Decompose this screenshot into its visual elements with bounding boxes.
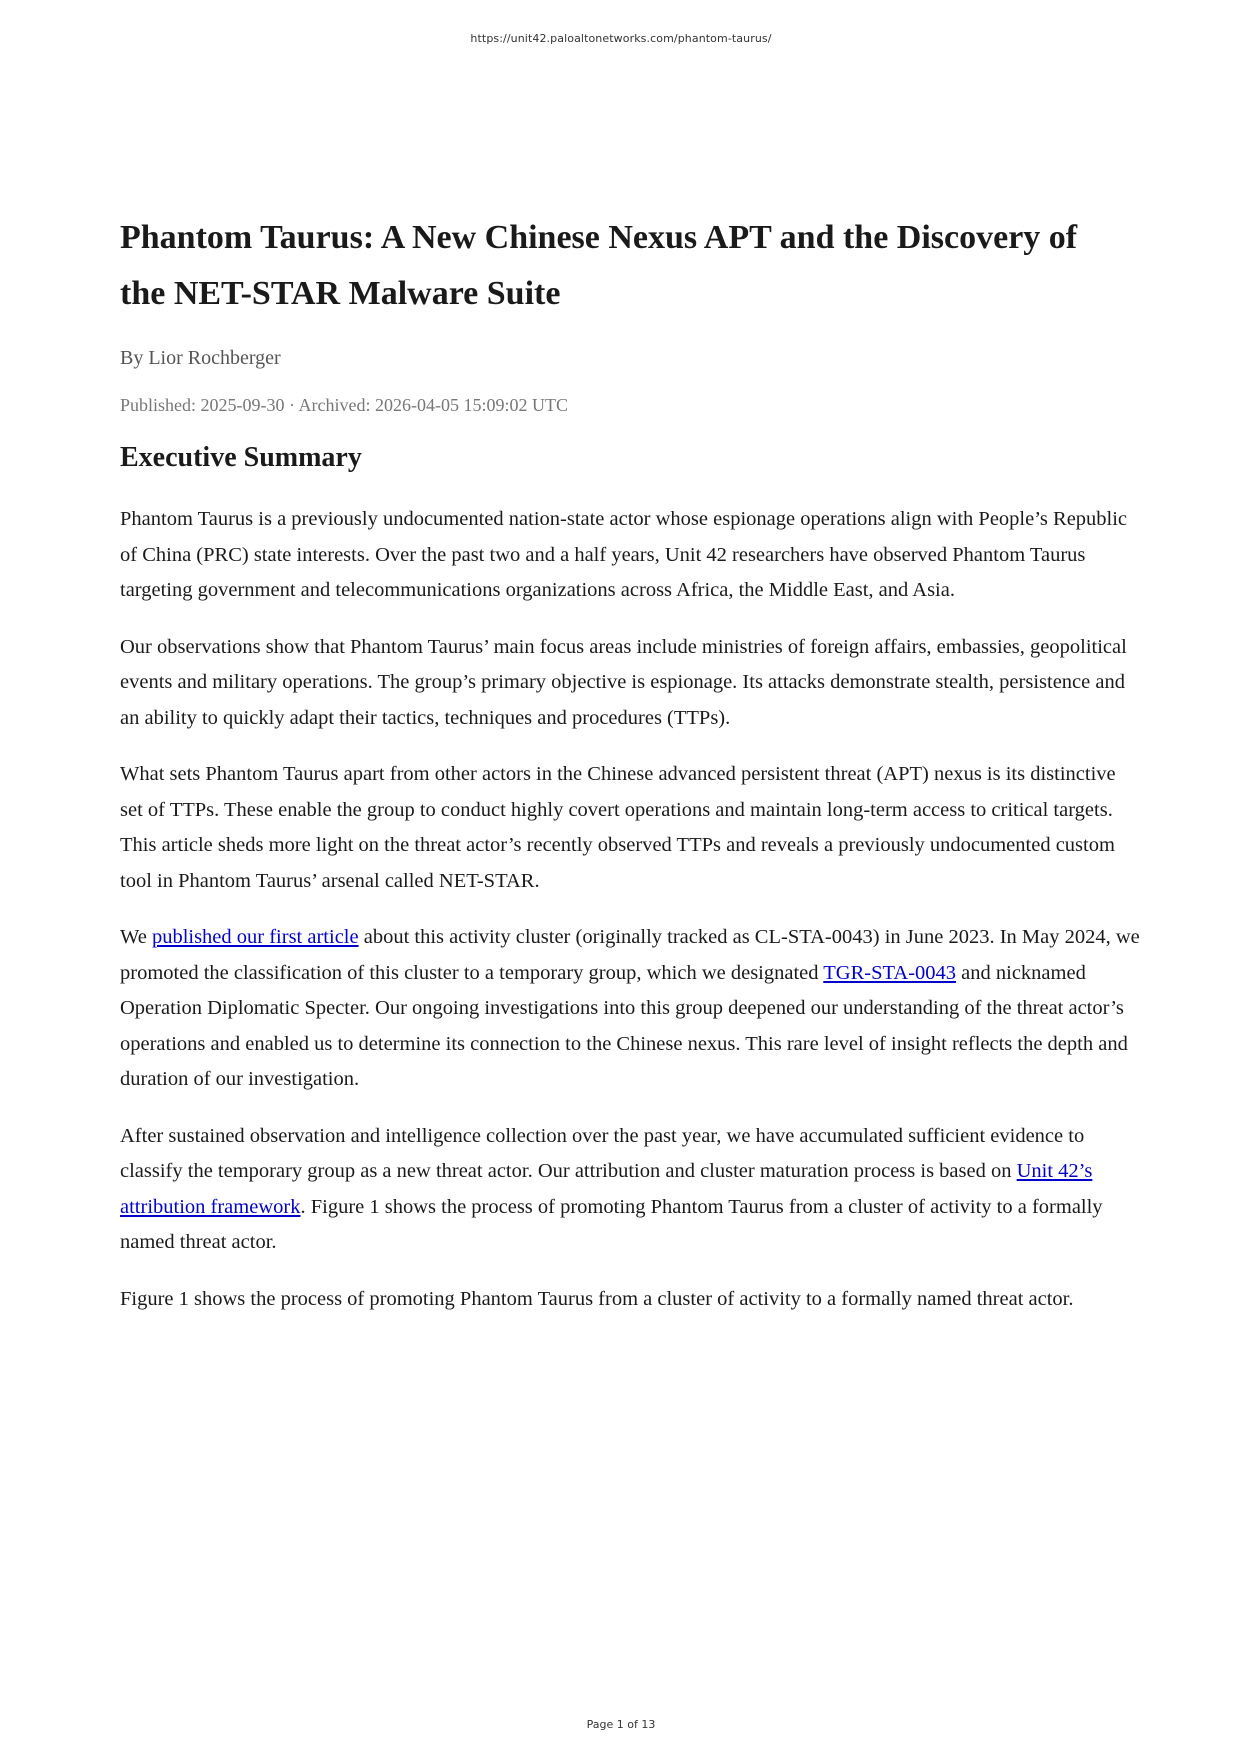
link-tgr-sta-0043[interactable]: TGR-STA-0043 (823, 961, 957, 984)
article-byline: By Lior Rochberger (120, 347, 281, 369)
paragraph-2: Our observations show that Phantom Taurus’ main focus areas include ministries of foreign affairs, embassies, geopolitical events and military operations. The group’s primary objective is espionage. Its attacks demonstrate stealth, persistence and an ability to quickly adapt their tactics, techniques and procedures (TTPs). (120, 635, 1127, 729)
article-publish-meta: Published: 2025-09-30 · Archived: 2026-04-05 15:09:02 UTC (120, 395, 568, 415)
link-attribution-framework[interactable]: Unit 42’s attribution framework (120, 1160, 1093, 1218)
paragraph-4-text-end: and nicknamed Operation Diplomatic Specter. Our ongoing investigations into this group deepened our understanding of the threat actor’s operations and enabled us to determine its connection to the Chinese nexus. This rare level of insight reflects the depth and duration of our investigation. (120, 961, 1128, 1090)
section-heading-executive-summary: Executive Summary (120, 442, 362, 473)
paragraph-5-text-end: . Figure 1 shows the process of promoting Phantom Taurus from a cluster of activity to a formally named threat actor. (120, 1195, 1103, 1253)
page-url-header: https://unit42.paloaltonetworks.com/phantom-taurus/ (470, 32, 772, 45)
paragraph-1: Phantom Taurus is a previously undocumented nation-state actor whose espionage operations align with People’s Republic of China (PRC) state interests. Over the past two and a half years, Unit 42 researchers have observed Phantom Taurus targeting government and telecommunications organizations across Africa, the Middle East, and Asia. (120, 508, 1128, 601)
paragraph-4-text-middle: about this activity cluster (originally tracked as CL-STA-0043) in June 2023. In May 2024, we promoted the classification of this cluster to a temporary group, which we designated (120, 926, 1140, 984)
paragraph-4 (120, 920, 1140, 1098)
paragraph-5-text-start: After sustained observation and intelligence collection over the past year, we have accumulated sufficient evidence to classify the temporary group as a new threat actor. Our attribution and cluster maturation process is based on (120, 1124, 1085, 1182)
paragraph-6: Figure 1 shows the process of promoting Phantom Taurus from a cluster of activity to a formally named threat actor. (120, 1287, 1074, 1310)
link-published-first-article[interactable]: published our first article (151, 926, 359, 948)
paragraph-4-text-start: We (120, 926, 152, 948)
page-number-footer: Page 1 of 13 (586, 1718, 656, 1731)
article-title: Phantom Taurus: A New Chinese Nexus APT and the Discovery of the NET-STAR Malware Suite (120, 219, 1078, 312)
article (120, 210, 1140, 1317)
paragraph-3: What sets Phantom Taurus apart from other actors in the Chinese advanced persistent threat (APT) nexus is its distinctive set of TTPs. These enable the group to conduct highly covert operations and maintain long-term access to critical targets. This article sheds more light on the threat actor’s recently observed TTPs and reveals a previously undocumented custom tool in Phantom Taurus’ arsenal called NET-STAR. (120, 763, 1116, 892)
paragraph-5 (120, 1119, 1140, 1261)
